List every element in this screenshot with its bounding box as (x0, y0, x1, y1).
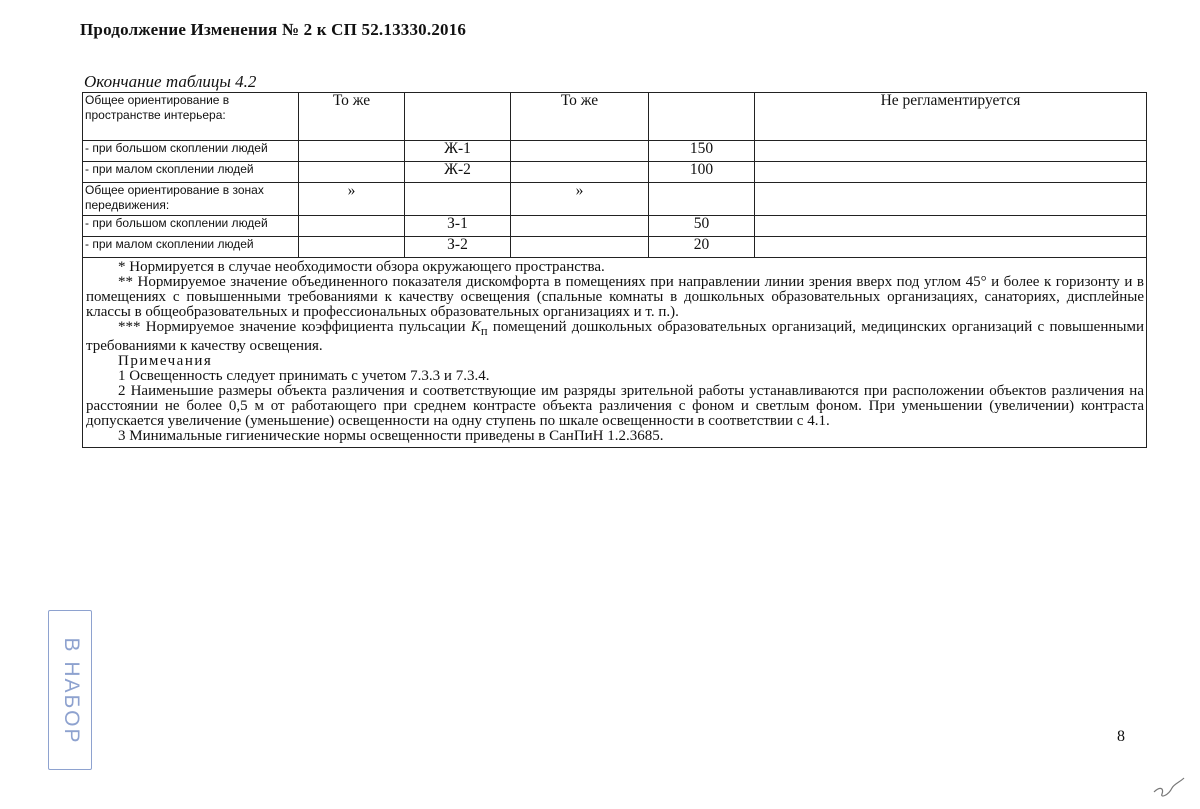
cell-col5: 50 (649, 216, 755, 237)
pulsation-subscript: п (480, 324, 488, 338)
footnote-3 (86, 320, 1144, 354)
cell-col3 (405, 93, 511, 141)
cell-col6 (755, 183, 1147, 216)
cell-col5: 100 (649, 162, 755, 183)
note-item: 2 Наименьшие размеры объекта различения и соответствующие им разряды зрительной работы устанавливаются при расположении объектов различения на расстоянии не более 0,5 м от работающего при среднем контрасте объекта различения с фоном и светлым фоном. При уменьшении (увеличении) контраста допускается увеличение (уменьшение) освещенности на одну ступень по шкале освещенности в соответствии с 4.1. (86, 383, 1144, 429)
cell-col2 (299, 237, 405, 258)
lighting-norms-table (82, 92, 1147, 448)
row-label: - при большом скоплении людей (83, 216, 299, 237)
cell-col5 (649, 183, 755, 216)
stamp-box (48, 610, 92, 770)
note-item: 3 Минимальные гигиенические нормы освещенности приведены в СанПиН 1.2.3685. (118, 428, 664, 444)
table-row (83, 237, 1147, 258)
cell-col3 (405, 183, 511, 216)
cell-col3: З-2 (405, 237, 511, 258)
pen-mark-icon (1150, 770, 1190, 800)
table-row (83, 162, 1147, 183)
cell-col4 (511, 216, 649, 237)
cell-col2 (299, 216, 405, 237)
cell-col6 (755, 141, 1147, 162)
cell-col6: Не регламентируется (755, 93, 1147, 141)
cell-col5: 20 (649, 237, 755, 258)
footnote-3-text-before: *** Нормируемое значение коэффициента пульсации (118, 319, 471, 335)
row-label: Общее ориентирование в зонах передвижения: (83, 183, 299, 216)
cell-col6 (755, 216, 1147, 237)
row-label: - при большом скоплении людей (83, 141, 299, 162)
table-row (83, 93, 1147, 141)
cell-col4: » (511, 183, 649, 216)
cell-col2: То же (299, 93, 405, 141)
stamp-text: В НАБОР (60, 637, 83, 745)
cell-col4 (511, 162, 649, 183)
table-caption: Окончание таблицы 4.2 (84, 72, 257, 91)
cell-col3: Ж-2 (405, 162, 511, 183)
row-label: - при малом скоплении людей (83, 237, 299, 258)
cell-col2 (299, 162, 405, 183)
page-number: 8 (1117, 728, 1125, 745)
cell-col4: То же (511, 93, 649, 141)
cell-col4 (511, 141, 649, 162)
table-row (83, 216, 1147, 237)
footnote-2: ** Нормируемое значение объединенного показателя дискомфорта в помещениях при направлении линии зрения вверх под углом 45° и более к горизонту и в помещениях с повышенными требованиями к качеству освещения (спальные комнаты в дошкольных образовательных организациях, санаториях, дисплейные классы в общеобразовательных и профессиональных образовательных организациях и т. п.). (86, 274, 1144, 320)
notes-title: Примечания (118, 353, 213, 369)
footnote-3-text-after: помещений дошкольных образовательных организаций, медицинских организаций с повышенными требованиями к качеству освещения. (86, 319, 1144, 354)
cell-col5 (649, 93, 755, 141)
document-header: Продолжение Изменения № 2 к СП 52.13330.2016 (80, 20, 467, 39)
cell-col6 (755, 237, 1147, 258)
row-label: Общее ориентирование в пространстве интерьера: (83, 93, 299, 141)
cell-col3: З-1 (405, 216, 511, 237)
cell-col5: 150 (649, 141, 755, 162)
footnotes-and-notes (83, 258, 1147, 448)
table-row (83, 141, 1147, 162)
row-label: - при малом скоплении людей (83, 162, 299, 183)
pulsation-symbol: K (470, 319, 481, 335)
cell-col2 (299, 141, 405, 162)
cell-col4 (511, 237, 649, 258)
cell-col2: » (299, 183, 405, 216)
table-row (83, 183, 1147, 216)
cell-col3: Ж-1 (405, 141, 511, 162)
footnote-1: * Нормируется в случае необходимости обзора окружающего пространства. (118, 259, 605, 275)
note-item: 1 Освещенность следует принимать с учетом 7.3.3 и 7.3.4. (118, 368, 490, 384)
notes-row (83, 258, 1147, 448)
cell-col6 (755, 162, 1147, 183)
